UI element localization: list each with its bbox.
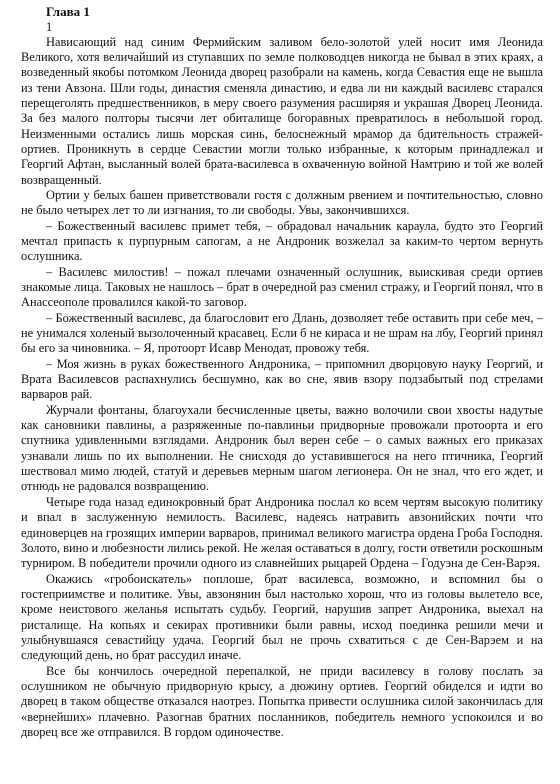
paragraph: Окажись «гробоискатель» поплоше, брат василевса, возможно, и вспомнил бы о гостеприимстве и политике. Увы, авзонянин был настолько хорош, что из головы вылетело все, кроме неистового желанья испытать судьбу. Георгий, нарушив запрет Андроника, выехал на ристалище. На копьях и секирах противники были равны, исход поединка решили мечи и улыбнувшаяся севастийцу удача. Георгий был не прочь схватиться с де Сен-Варэем и на следующий день, но брат рассудил иначе.	[21, 571, 543, 663]
paragraph: Ортии у белых башен приветствовали гостя с должным рвением и почтительностью, словно не было четырех лет то ли изгнания, то ли свободы. Увы, закончившихся.	[21, 187, 543, 218]
paragraph: Все бы кончилось очередной перепалкой, не приди василевсу в голову послать за ослушником не обычную придворную крысу, а дюжину ортиев. Георгий обиделся и идти во дворец в таком обществе отказался наотрез. Попытка привести ослушника силой закончилась для «вернейших» плачевно. Разогнав братних посланников, победитель немного успокоился и во дворец все же отправился. В гордом одиночестве.	[21, 663, 543, 739]
chapter-number: 1	[46, 19, 53, 34]
paragraph: Журчали фонтаны, благоухали бесчисленные цветы, важно волочили свои хвосты надутые как сановники павлины, а разряженные по-павлиньи придворные провожали протоорта и его спутника удивленными взглядами. Андроник был верен себе – о самых важных его приказах узнавали лишь по их выполнении. Не снисходя до уставившегося на него птичника, Георгий шествовал мимо людей, статуй и деревьев мерным шагом легионера. Он не знал, что его ждет, и отнюдь не радовался возвращению.	[21, 402, 543, 494]
paragraph: – Василевс милостив! – пожал плечами означенный ослушник, выискивая среди ортиев знакомые лица. Таковых не нашлось – брат в очередной раз сменил стражу, и Георгий понял, что в Анассеополе провалился какой-то заговор.	[21, 264, 543, 310]
paragraph: – Божественный василевс примет тебя, – обрадовал начальник караула, будто это Георгий мечтал припасть к пурпурным сапогам, а не Андроник возжелал за каким-то чертом вернуть ослушника.	[21, 218, 543, 264]
paragraph: – Божественный василевс, да благословит его Длань, дозволяет тебе оставить при себе меч, – не унимался холеный вызолоченный красавец. Если б не кираса и не шрам на лбу, Георгий принял бы его за чиновника. – Я, протоорт Исавр Менодат, провожу тебя.	[21, 310, 543, 356]
paragraph: – Моя жизнь в руках божественного Андроника, – припомнил дворцовую науку Георгий, и Врата Василевсов распахнулись бесшумно, как во сне, явив взору подзабытый под стрелами варваров рай.	[21, 356, 543, 402]
paragraph: Четыре года назад единокровный брат Андроника послал ко всем чертям высокую политику и впал в заслуженную немилость. Василевс, надеясь натравить авзонийских почти что единоверцев на грозящих империи варваров, принимал великого магистра ордена Гроба Господня. Золото, вино и любезности лились рекой. Не желая оставаться в долгу, гости ответили роскошным турниром. В победители прочили одного из славнейших рыцарей Ордена – Годуэна де Сен-Варэя.	[21, 494, 543, 571]
paragraph: Нависающий над синим Фермийским заливом бело-золотой улей носит имя Леонида Великого, хотя величайший из ступавших по земле полководцев никогда не бывал в этих краях, а возведенный якобы потомком Леонида дворец разобрали на камень, когда Севастия еще не вышла из тени Авзона. Шли годы, династия сменяла династию, и едва ли ни каждый василевс старался перещеголять предшественников, в меру своего разумения расширяя и украшая Дворец Леонида. За без малого полторы тысячи лет обиталище богоравных превратилось в небольшой город. Неизменными остались лишь морская синь, белоснежный мрамор да бдительность стражей-ортиев. Проникнуть в сердце Севастии могли только избранные, к которым принадлежал и Георгий Афтан, высланный волей брата-василевса в охваченную войной Намтрию и той же волей возвращенный.	[21, 34, 543, 187]
chapter-title: Глава 1	[46, 4, 90, 19]
